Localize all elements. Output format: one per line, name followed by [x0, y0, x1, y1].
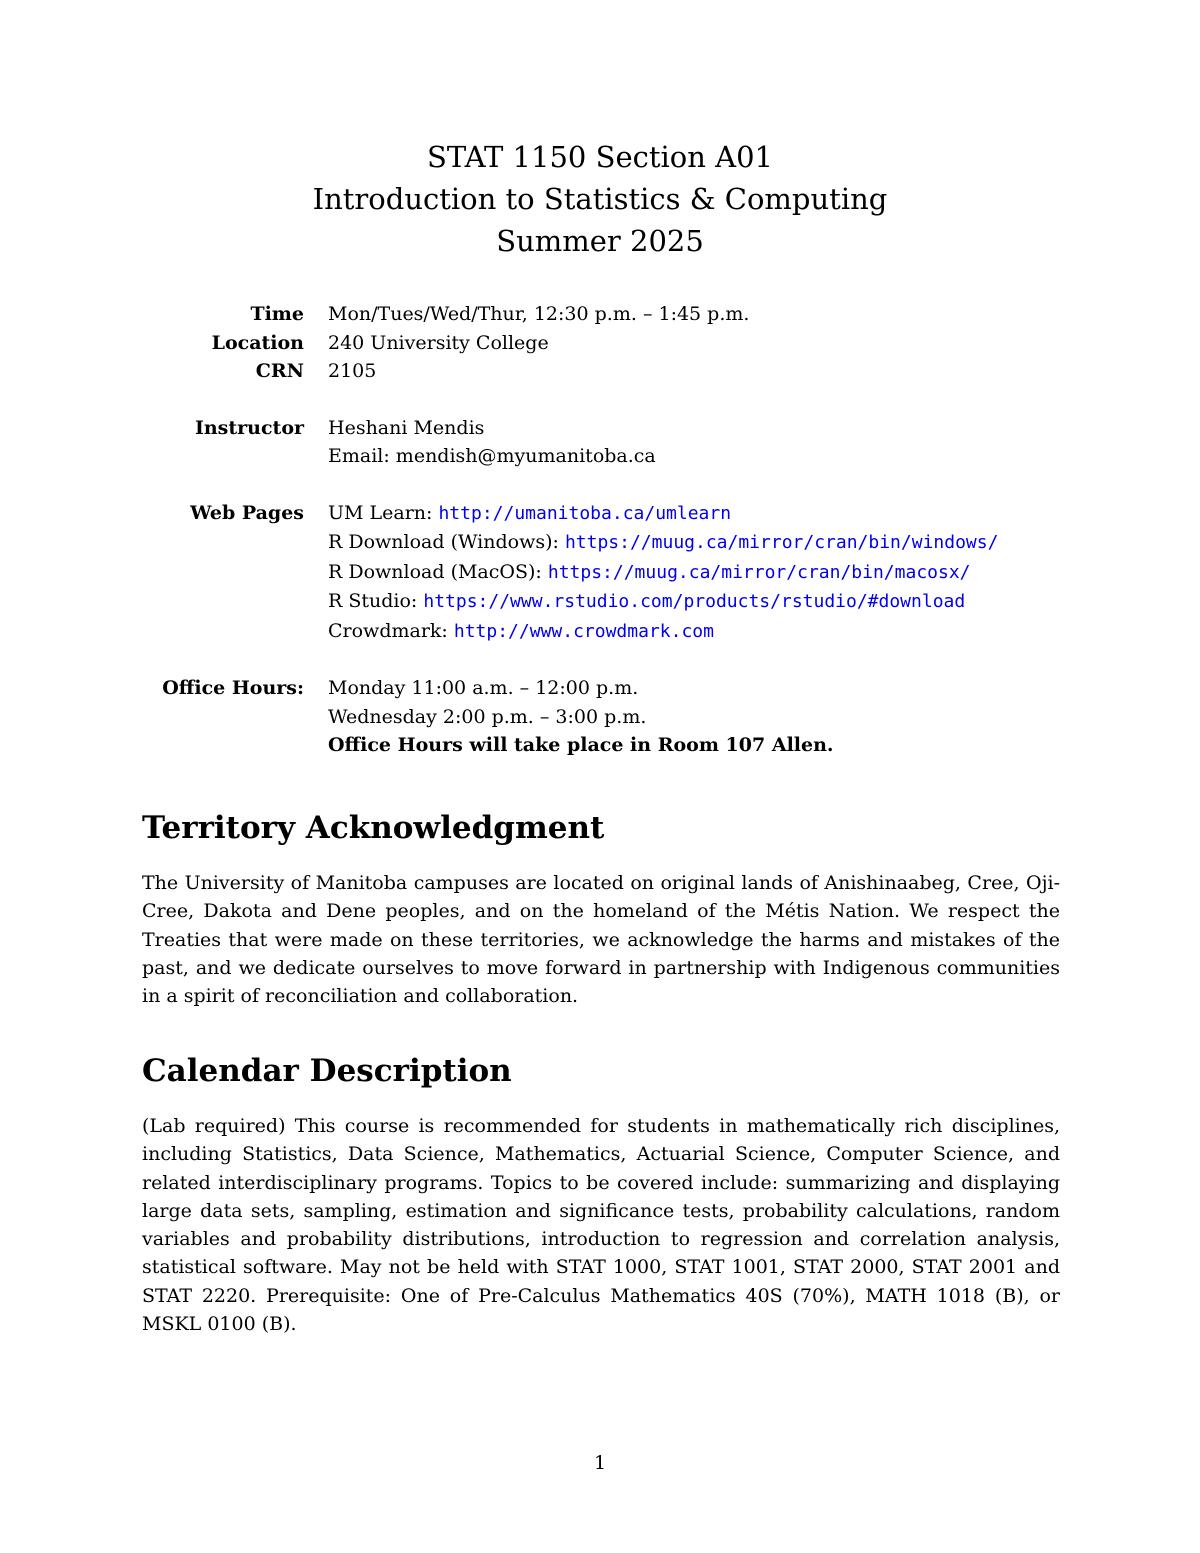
umlearn-link[interactable]: http://umanitoba.ca/umlearn — [438, 502, 732, 524]
web-link-row — [328, 499, 1080, 529]
crowdmark-link[interactable]: http://www.crowdmark.com — [453, 620, 714, 642]
office-hours-wednesday: Wednesday 2:00 p.m. – 3:00 p.m. — [328, 705, 647, 728]
calendar-heading: Calendar Description — [142, 1053, 512, 1089]
office-hours-monday: Monday 11:00 a.m. – 12:00 p.m. — [328, 677, 639, 699]
r-macos-link[interactable]: https://muug.ca/mirror/cran/bin/macosx/ — [547, 561, 971, 583]
web-link-label: Crowdmark: — [328, 619, 454, 642]
web-link-row — [328, 558, 1080, 588]
course-name-title: Introduction to Statistics & Computing — [312, 182, 888, 216]
office-hours-group — [140, 674, 1080, 760]
web-link-label: R Studio: — [328, 590, 424, 612]
territory-body: The University of Manitoba campuses are located on original lands of Anishinaabeg, Cree, Oji-Cree, Dakota and Dene peoples, and on the homeland of the Métis Nation. We respect the Treaties that were made on these territories, we acknowledge the harms and mistakes of the past, and we dedicate ourselves to move forward in partnership with Indigenous communities in a spirit of reconciliation and collaboration. — [142, 872, 1060, 1008]
location-value: 240 University College — [328, 331, 549, 354]
course-info-table — [140, 300, 1080, 788]
web-link-row — [328, 528, 1080, 558]
web-link-label: R Download (Windows): — [328, 531, 565, 553]
rstudio-link[interactable]: https://www.rstudio.com/products/rstudio/#download — [423, 591, 966, 612]
term-title: Summer 2025 — [496, 224, 704, 258]
crn-value: 2105 — [328, 360, 377, 382]
instructor-email[interactable]: Email: mendish@myumanitoba.ca — [328, 445, 656, 467]
office-hours-location-note: Office Hours will take place in Room 107 Allen. — [328, 734, 834, 756]
time-label: Time — [250, 303, 304, 325]
web-link-row — [328, 617, 1080, 647]
web-link-row — [328, 587, 1080, 617]
web-pages-group — [140, 499, 1080, 647]
page-number: 1 — [593, 1452, 607, 1474]
instructor-name: Heshani Mendis — [328, 416, 485, 439]
location-label: Location — [211, 331, 304, 354]
course-code-title: STAT 1150 Section A01 — [427, 140, 773, 174]
web-pages-label: Web Pages — [190, 501, 304, 524]
time-value: Mon/Tues/Wed/Thur, 12:30 p.m. – 1:45 p.m. — [328, 303, 750, 325]
calendar-body: (Lab required) This course is recommended for students in mathematically rich disciplines, including Statistics, Data Science, Mathematics, Actuarial Science, Computer Science, and related interdisciplinary programs. Topics to be covered include: summarizing and displaying large data sets, sampling, estimation and significance tests, probability calculations, random variables and probability distributions, introduction to regression and correlation analysis, statistical software. May not be held with STAT 1000, STAT 1001, STAT 2000, STAT 2001 and STAT 2220. Prerequisite: One of Pre-Calculus Mathematics 40S (70%), MATH 1018 (B), or MSKL 0100 (B). — [142, 1115, 1060, 1336]
crn-label: CRN — [255, 360, 304, 382]
schedule-group — [140, 300, 1080, 386]
instructor-group — [140, 414, 1080, 471]
web-link-label: R Download (MacOS): — [328, 560, 548, 583]
instructor-label: Instructor — [194, 416, 304, 439]
office-hours-label: Office Hours: — [162, 677, 304, 699]
course-title-block — [0, 136, 1200, 262]
r-windows-link[interactable]: https://muug.ca/mirror/cran/bin/windows/ — [564, 532, 999, 553]
web-link-label: UM Learn: — [328, 501, 439, 524]
territory-heading: Territory Acknowledgment — [142, 810, 605, 846]
